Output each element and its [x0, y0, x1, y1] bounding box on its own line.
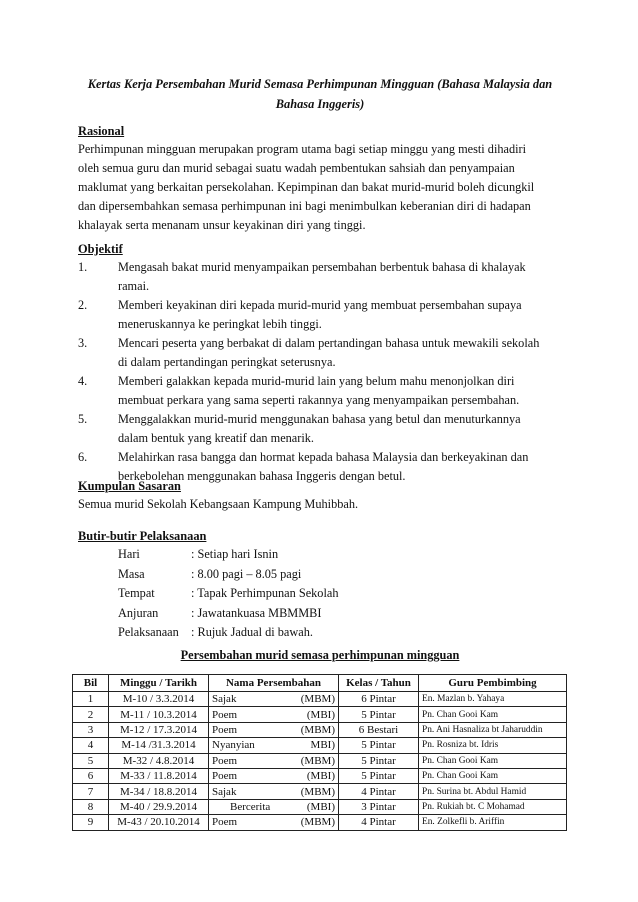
table-row: [73, 784, 567, 799]
pelaksanaan-heading: Butir-butir Pelaksanaan: [78, 529, 207, 543]
pelaksanaan-value: : Jawatankuasa MBMMBI: [191, 605, 322, 620]
objektif-number: 6.: [78, 450, 88, 464]
pelaksanaan-key: Masa: [118, 566, 145, 581]
nama-label: Bercerita: [230, 800, 271, 813]
nama-label: Nyanyian: [212, 739, 255, 752]
pelaksanaan-value: : Setiap hari Isnin: [191, 547, 279, 561]
objektif-item: [78, 334, 570, 372]
nama-label: Sajak: [212, 785, 237, 798]
cell-minggu: M-12 / 17.3.2014: [109, 722, 209, 737]
objektif-line: Memberi keyakinan diri kepada murid-murid yang membuat persembahan supaya: [118, 298, 522, 312]
cell-bil: 5: [73, 753, 109, 768]
cell-guru: Pn. Chan Gooi Kam: [419, 707, 567, 722]
jadual-table: [72, 674, 567, 831]
bahasa-label: MBI): [310, 739, 335, 752]
cell-nama: [209, 722, 339, 737]
cell-guru: Pn. Rukiah bt. C Mohamad: [419, 799, 567, 814]
cell-kelas: 5 Pintar: [339, 768, 419, 783]
cell-nama: [209, 815, 339, 830]
objektif-item: [78, 296, 570, 334]
objektif-list: [78, 258, 570, 486]
bahasa-label: (MBI): [306, 708, 335, 721]
bahasa-label: (MBM): [300, 816, 335, 829]
table-row: [73, 692, 567, 707]
rasional-line: oleh semua guru dan murid sebagai suatu wadah pembentukan sahsiah dan penyampaian: [78, 161, 515, 175]
header-nama: Nama Persembahan: [209, 675, 339, 692]
pelaksanaan-value: : 8.00 pagi – 8.05 pagi: [191, 566, 302, 581]
header-guru: Guru Pembimbing: [419, 675, 567, 692]
bahasa-label: (MBM): [300, 754, 335, 767]
table-row: [73, 753, 567, 768]
cell-minggu: M-32 / 4.8.2014: [109, 753, 209, 768]
cell-guru: En. Mazlan b. Yahaya: [419, 692, 567, 707]
nama-label: Poem: [212, 816, 238, 829]
objektif-item: [78, 258, 570, 296]
cell-bil: 9: [73, 815, 109, 830]
objektif-line: di dalam pertandingan peringkat seterusnya.: [118, 355, 336, 369]
cell-kelas: 3 Pintar: [339, 799, 419, 814]
objektif-item: [78, 410, 570, 448]
cell-kelas: 5 Pintar: [339, 707, 419, 722]
cell-bil: 3: [73, 722, 109, 737]
rasional-paragraph: [78, 140, 570, 235]
pelaksanaan-value: : Tapak Perhimpunan Sekolah: [191, 586, 339, 601]
objektif-line: Mengasah bakat murid menyampaikan persembahan berbentuk bahasa di khalayak: [118, 260, 526, 274]
cell-nama: [209, 799, 339, 814]
cell-nama: [209, 753, 339, 768]
bahasa-label: (MBM): [300, 693, 335, 706]
table-row: [73, 768, 567, 783]
cell-minggu: M-43 / 20.10.2014: [109, 815, 209, 830]
sasaran-heading: Kumpulan Sasaran: [78, 479, 181, 493]
objektif-number: 5.: [78, 412, 88, 426]
cell-guru: Pn. Ani Hasnaliza bt Jaharuddin: [419, 722, 567, 737]
cell-bil: 2: [73, 707, 109, 722]
cell-bil: 4: [73, 738, 109, 753]
cell-bil: 1: [73, 692, 109, 707]
bahasa-label: (MBI): [306, 800, 335, 813]
objektif-line: Memberi galakkan kepada murid-murid lain yang belum mahu menonjolkan diri: [118, 374, 515, 388]
nama-label: Poem: [212, 708, 238, 721]
bahasa-label: (MBI): [306, 770, 335, 783]
table-header-row: [73, 675, 567, 692]
objektif-number: 2.: [78, 298, 88, 312]
cell-guru: Pn. Rosniza bt. Idris: [419, 738, 567, 753]
cell-kelas: 5 Pintar: [339, 738, 419, 753]
cell-guru: Pn. Chan Gooi Kam: [419, 753, 567, 768]
rasional-line: dan dipersembahkan semasa perhimpunan ini bagi menimbulkan keberanian diri di hadapan: [78, 199, 531, 213]
objektif-line: Menggalakkan murid-murid menggunakan bahasa yang betul dan menuturkannya: [118, 412, 521, 426]
cell-kelas: 4 Pintar: [339, 784, 419, 799]
objektif-number: 4.: [78, 374, 88, 388]
cell-minggu: M-10 / 3.3.2014: [109, 692, 209, 707]
header-kelas: Kelas / Tahun: [339, 675, 419, 692]
objektif-heading: Objektif: [78, 242, 123, 256]
nama-label: Sajak: [212, 693, 237, 706]
cell-nama: [209, 738, 339, 753]
pelaksanaan-key: Anjuran: [118, 605, 159, 620]
rasional-line: maklumat yang berkaitan persekolahan. Kepimpinan dan bakat murid-murid boleh dicungkil: [78, 180, 535, 194]
objektif-line: membuat perkara yang sama seperti rakannya yang menyampaikan persembahan.: [118, 393, 520, 407]
cell-kelas: 4 Pintar: [339, 815, 419, 830]
cell-guru: Pn. Chan Gooi Kam: [419, 768, 567, 783]
cell-minggu: M-33 / 11.8.2014: [109, 768, 209, 783]
objektif-line: dalam bentuk yang kreatif dan menarik.: [118, 431, 314, 445]
cell-nama: [209, 768, 339, 783]
header-bil: Bil: [73, 675, 109, 692]
bahasa-label: (MBM): [300, 723, 335, 736]
cell-kelas: 6 Bestari: [339, 722, 419, 737]
sasaran-text: Semua murid Sekolah Kebangsaan Kampung Muhibbah.: [78, 497, 359, 511]
cell-bil: 8: [73, 799, 109, 814]
pelaksanaan-key: Tempat: [118, 586, 155, 601]
nama-label: Poem: [212, 754, 238, 767]
objektif-line: berkebolehan menggunakan bahasa Inggeris dengan betul.: [118, 469, 406, 483]
cell-minggu: M-40 / 29.9.2014: [109, 799, 209, 814]
cell-kelas: 5 Pintar: [339, 753, 419, 768]
objektif-line: meneruskannya ke peringkat lebih tinggi.: [118, 317, 322, 331]
document-title: Kertas Kerja Persembahan Murid Semasa Perhimpunan Mingguan (Bahasa Malaysia dan Bahasa Inggeris): [87, 77, 553, 111]
cell-minggu: M-14 /31.3.2014: [109, 738, 209, 753]
cell-guru: Pn. Surina bt. Abdul Hamid: [419, 784, 567, 799]
cell-nama: [209, 784, 339, 799]
cell-nama: [209, 707, 339, 722]
cell-minggu: M-34 / 18.8.2014: [109, 784, 209, 799]
objektif-line: ramai.: [118, 279, 150, 293]
nama-label: Poem: [212, 770, 238, 783]
table-row: [73, 707, 567, 722]
table-row: [73, 799, 567, 814]
cell-nama: [209, 692, 339, 707]
table-row: [73, 722, 567, 737]
objektif-number: 3.: [78, 336, 88, 350]
objektif-item: [78, 372, 570, 410]
table-row: [73, 738, 567, 753]
cell-minggu: M-11 / 10.3.2014: [109, 707, 209, 722]
objektif-line: Mencari peserta yang berbakat di dalam pertandingan bahasa untuk mewakili sekolah: [118, 336, 540, 350]
nama-label: Poem: [212, 723, 238, 736]
rasional-line: khalayak serta menanam unsur keyakinan diri yang tinggi.: [78, 218, 366, 232]
cell-bil: 7: [73, 784, 109, 799]
jadual-title: Persembahan murid semasa perhimpunan mingguan: [180, 648, 460, 662]
header-minggu: Minggu / Tarikh: [109, 675, 209, 692]
pelaksanaan-key: Hari: [118, 547, 140, 561]
pelaksanaan-key: Pelaksanaan: [118, 625, 179, 640]
cell-bil: 6: [73, 768, 109, 783]
bahasa-label: (MBM): [300, 785, 335, 798]
table-row: [73, 815, 567, 830]
rasional-line: Perhimpunan mingguan merupakan program utama bagi setiap minggu yang mesti dihadiri: [78, 142, 527, 156]
cell-kelas: 6 Pintar: [339, 692, 419, 707]
objektif-line: Melahirkan rasa bangga dan hormat kepada bahasa Malaysia dan berkeyakinan dan: [118, 450, 529, 464]
objektif-number: 1.: [78, 260, 88, 274]
cell-guru: En. Zolkefli b. Ariffin: [419, 815, 567, 830]
pelaksanaan-value: : Rujuk Jadual di bawah.: [191, 625, 313, 640]
rasional-heading: Rasional: [78, 124, 125, 138]
